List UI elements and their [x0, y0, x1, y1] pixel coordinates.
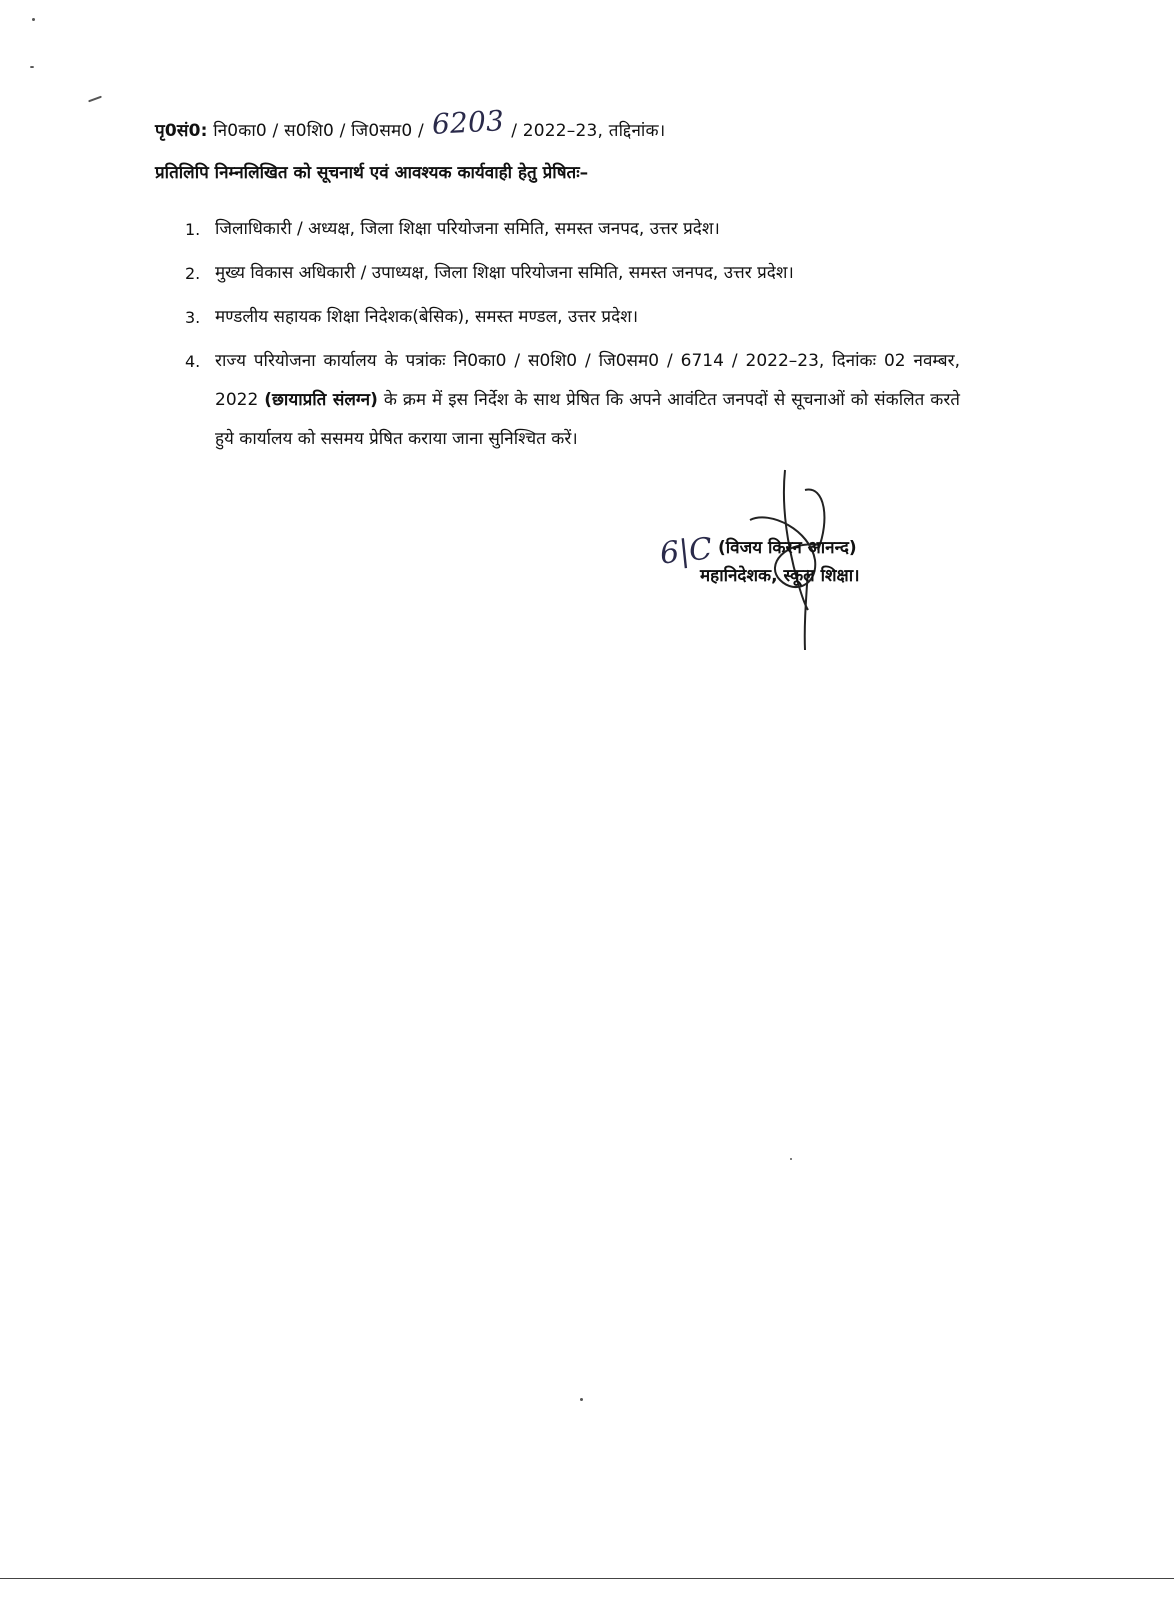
list-item-number: 3.	[185, 308, 201, 327]
signature-block	[700, 534, 860, 590]
reference-label: पृ0सं0:	[155, 121, 208, 141]
scan-speck	[790, 1158, 792, 1160]
list-item	[185, 210, 960, 249]
list-item-text: मण्डलीय सहायक शिक्षा निदेशक(बेसिक), समस्त मण्डल, उत्तर प्रदेश।	[215, 307, 639, 327]
reference-text-before: नि0का0 / स0शि0 / जि0सम0 /	[207, 121, 430, 141]
attachment-note: (छायाप्रति संलग्न)	[264, 390, 378, 410]
list-item-text: मुख्य विकास अधिकारी / उपाध्यक्ष, जिला शिक्षा परियोजना समिति, समस्त जनपद, उत्तर प्रदेश।	[215, 263, 794, 283]
list-item-number: 1.	[185, 220, 201, 239]
list-item-number: 2.	[185, 264, 201, 283]
list-item-text	[215, 342, 960, 459]
list-item-text-before: राज्य परियोजना कार्यालय के पत्रांकः नि0का0 / स0शि0 / जि0सम0 / 6714 / 2022–23, दिनांकः 02 नवम्बर, 2022	[215, 351, 960, 410]
scan-border-line	[0, 1578, 1174, 1579]
list-item	[185, 298, 960, 337]
handwritten-initials: 6|C	[658, 531, 714, 572]
list-item	[185, 254, 960, 293]
list-item-text: जिलाधिकारी / अध्यक्ष, जिला शिक्षा परियोजना समिति, समस्त जनपद, उत्तर प्रदेश।	[215, 219, 720, 239]
list-item-text-after: के क्रम में इस निर्देश के साथ प्रेषित कि अपने आवंटित जनपदों से सूचनाओं को संकलित करते हुये कार्यालय को ससमय प्रेषित कराया जाना सुनिश्चित करें।	[215, 390, 960, 449]
reference-text-after: / 2022–23, तद्दिनांक।	[505, 121, 666, 141]
recipient-list	[185, 210, 960, 464]
scan-speck	[580, 1398, 583, 1401]
reference-number-line	[155, 104, 666, 143]
handwritten-reference-number: 6203	[430, 104, 505, 141]
scan-speck	[30, 66, 34, 68]
copy-to-heading: प्रतिलिपि निम्नलिखित को सूचनार्थ एवं आवश्यक कार्यवाही हेतु प्रेषितः–	[155, 163, 589, 183]
scan-speck	[32, 18, 35, 21]
scan-speck	[88, 96, 102, 103]
list-item	[185, 342, 960, 459]
list-item-number: 4.	[185, 352, 201, 371]
signatory-name: (विजय किरन आनन्द)	[718, 538, 857, 558]
signatory-designation: महानिदेशक, स्कूल शिक्षा।	[700, 566, 860, 586]
